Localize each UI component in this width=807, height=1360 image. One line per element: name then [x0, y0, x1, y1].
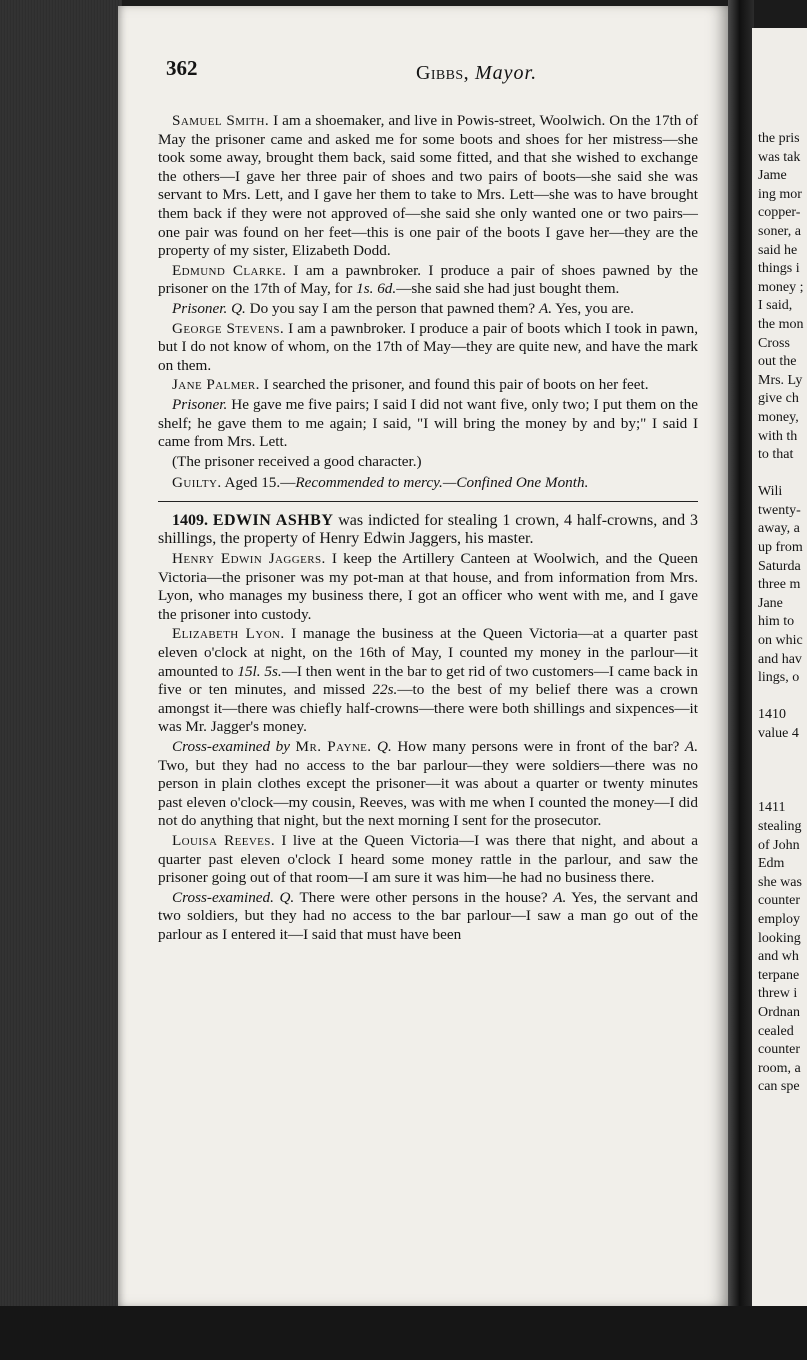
question-text: There were other persons in the house? [294, 888, 554, 906]
verdict-age: Aged 15.— [224, 474, 296, 492]
right-page-line: room, a [758, 1060, 801, 1076]
right-page-line: on whic [758, 633, 803, 649]
left-page [118, 6, 730, 1306]
page-header [158, 56, 718, 90]
witness-name: Samuel Smith. [172, 112, 270, 129]
case-heading [158, 512, 698, 549]
right-page-line: Saturda [758, 558, 801, 574]
witness-name: Jane Palmer. [172, 376, 260, 394]
question-text: Do you say I am the person that pawned them? [245, 299, 539, 317]
testimony-edmund-clarke [158, 262, 698, 299]
right-page-line: three m [758, 577, 801, 593]
right-page-line: she was [758, 874, 802, 890]
right-page-line: up from [758, 540, 803, 556]
right-page-line: employ [758, 911, 800, 927]
prisoner-defence [158, 396, 698, 452]
case-divider [158, 501, 698, 502]
right-page-line: soner, a [758, 223, 801, 239]
question-marker: Q. [377, 738, 392, 755]
right-page-line: 1411 [758, 800, 786, 816]
indictment-text: was indicted for stealing 1 crown, 4 half-crowns, and 3 shillings, the property of Henry Edwin Jaggers, his master. [158, 511, 699, 548]
right-page-line: and wh [758, 949, 799, 965]
testimony-text: I am a shoemaker, and live in Powis-street, Woolwich. On the 17th of May the prisoner came and asked me for some boots and shoes for her mistress—she took some away, brought them back, said some fitted, and that she wished to exchange the others—I gave her three pair of shoes and two pairs of boots—she said she was servant to Mrs. Lett, and I gave her them to take to Mrs. Lett—she was to have brought them back if they were not approved of—she said she only wanted one or two pairs—one pair was found on her feet—this is one pair of the boots I gave her—they are the property of my sister, Elizabeth Dodd. [158, 112, 699, 260]
testimony-jane-palmer [158, 376, 698, 395]
right-page-line: can spe [758, 1079, 800, 1095]
verdict-sentence: Recommended to mercy.—Confined One Month. [295, 474, 589, 492]
right-page-line: Wili [758, 484, 783, 500]
answer-marker: A. [553, 888, 567, 906]
answer-marker: A. [538, 299, 553, 317]
right-page-line: the pris [758, 131, 800, 146]
right-page-line: him to [758, 614, 795, 630]
cross-examination-payne [158, 738, 698, 831]
right-page-line: things i [758, 261, 800, 277]
right-page-line: with th [758, 428, 798, 444]
book-edge [0, 0, 122, 1360]
character-note: (The prisoner received a good character.) [172, 452, 422, 470]
right-page-line: said he [758, 242, 798, 258]
verdict-word: Guilty. [172, 474, 222, 492]
page-number: 362 [166, 56, 198, 80]
right-page-line: terpane [758, 967, 800, 983]
right-page-line [758, 781, 807, 800]
right-page-line [758, 688, 807, 707]
witness-name: George Stevens. [172, 319, 285, 337]
witness-name: Elizabeth Lyon. [172, 625, 285, 643]
running-head [416, 62, 537, 85]
right-page-line: twenty- [758, 502, 801, 518]
right-page-line: stealing [758, 818, 802, 834]
right-page-line: and hav [758, 651, 802, 667]
right-page-line: away, a [758, 521, 800, 537]
scan-bottom-edge [0, 1306, 807, 1360]
right-page-line: lings, o [758, 670, 800, 686]
right-page-line: Ordnan [758, 1004, 800, 1020]
witness-name: Louisa Reeves. [172, 831, 276, 849]
right-page-line: copper- [758, 205, 801, 221]
right-page-line: Cross [758, 335, 790, 351]
right-page-line: Jane [758, 595, 783, 611]
question-text: How many persons were in front of the bar? [391, 738, 685, 755]
prisoner-question [158, 300, 698, 319]
right-page-line: of John [758, 837, 800, 853]
right-page-line: counter [758, 1042, 800, 1058]
testimony-text: I keep the Artillery Canteen at Woolwich, and the Queen Victoria—the prisoner was my pot-man at that house, and from information from Mrs. Lyon, who manages my business there, I got an officer who went with me, and I gave the prisoner into custody. [158, 550, 698, 623]
answer-marker: A. [684, 738, 698, 755]
answer-text: Two, but they had no access to the bar parlour—they were soldiers—there was no person in plain clothes except the prisoner—it was about a quarter or twenty minutes past eleven o'clock—my cousin, Reeves, was with me when I counted the money—I did not do anything that night, but the next morning I sent for the prosecutor. [158, 756, 698, 830]
testimony-samuel-smith [158, 112, 698, 261]
book-gutter [728, 0, 754, 1360]
right-page-line: money ; [758, 279, 804, 295]
right-page-line: threw i [758, 986, 798, 1002]
amount: 22s. [372, 681, 398, 699]
right-page-line: value 4 [758, 726, 799, 741]
right-page-line: to that [758, 447, 794, 463]
right-page-line: counter [758, 893, 800, 909]
right-page-line: give ch [758, 391, 799, 407]
right-page-line: cealed [758, 1023, 794, 1039]
testimony-text: I am a pawnbroker. I produce a pair of shoes pawned by the prisoner on the 17th of May, for [158, 261, 699, 298]
right-page-line: looking [758, 930, 801, 946]
right-page-line: Edm [758, 856, 785, 872]
testimony-text: I manage the business at the Queen Victoria—at a quarter past eleven o'clock at night, on the 16th of May, I counted my money in the parlour—it amounted to [158, 625, 699, 680]
right-page-line [758, 465, 807, 484]
answer-text: Yes, you are. [552, 299, 634, 317]
right-page-line: Jame [758, 168, 787, 184]
verdict [158, 474, 698, 493]
testimony-text: I searched the prisoner, and found this pair of boots on her feet. [263, 376, 649, 394]
right-page-line: out the [758, 354, 797, 370]
page-body [158, 112, 698, 946]
right-page-line: was tak [758, 149, 801, 165]
right-page-line: Mrs. Ly [758, 372, 803, 388]
right-page-line [758, 762, 807, 781]
amount: 15l. 5s. [237, 662, 282, 680]
right-page [752, 28, 807, 1318]
right-page-line: ing mor [758, 186, 802, 202]
testimony-text: I live at the Queen Victoria—I was there that night, and about a quarter past eleven o'clock I heard some money rattle in the parlour, and saw the prisoner going out of that room—I am sure it was him—he had no business there. [158, 831, 699, 887]
right-page-line: 1410 [758, 707, 786, 723]
right-page-line [758, 744, 807, 763]
right-page-line: money, [758, 409, 799, 425]
cross-examination-reeves [158, 889, 698, 945]
testimony-henry-jaggers [158, 550, 698, 624]
testimony-louisa-reeves [158, 832, 698, 888]
amount: 1s. 6d. [356, 280, 397, 298]
running-head-title: Mayor. [474, 62, 538, 84]
right-page-fragments [758, 130, 807, 1097]
speaker-label: Prisoner. [172, 395, 228, 413]
witness-name: Edmund Clarke. [172, 261, 287, 279]
defence-text: He gave me five pairs; I said I did not want five, only two; I put them on the shelf; he gave them to me again; I said, "I will bring the money by and by;" I said I came from Mrs. Lett. [158, 395, 699, 451]
case-number: 1409. [172, 511, 208, 529]
right-page-line: the mon [758, 316, 804, 332]
running-head-name: Gibbs, [416, 62, 469, 84]
testimony-george-stevens [158, 320, 698, 376]
counsel-name: Mr. Payne. [295, 738, 372, 755]
testimony-elizabeth-lyon [158, 625, 698, 737]
right-page-line: I said, [758, 298, 793, 314]
cross-label: Cross-examined by [172, 738, 291, 755]
speaker-label: Prisoner. [172, 299, 228, 317]
testimony-text: —I then went in the bar to get rid of two customers—I came back in five or ten minutes, and missed [158, 662, 698, 699]
testimony-text: —she said she had just bought them. [396, 280, 620, 298]
defendant-name: EDWIN ASHBY [212, 511, 334, 529]
question-marker: Q. [231, 299, 246, 317]
cross-label: Cross-examined. [172, 888, 274, 906]
testimony-text: —to the best of my belief there was a crown amongst it—there was chiefly half-crowns—there were both shillings and sixpences—it was Mr. Jagger's money. [158, 681, 698, 736]
question-marker: Q. [279, 888, 295, 906]
answer-text: Yes, the servant and two soldiers, but they had no access to the bar parlour—I saw a man go out of the parlour as I entered it—I said that must have been [158, 888, 699, 943]
witness-name: Henry Edwin Jaggers. [172, 550, 326, 568]
testimony-text: I am a pawnbroker. I produce a pair of boots which I took in pawn, but I do not know of whom, on the 17th of May—they are quite new, and have the mark on them. [158, 319, 699, 374]
